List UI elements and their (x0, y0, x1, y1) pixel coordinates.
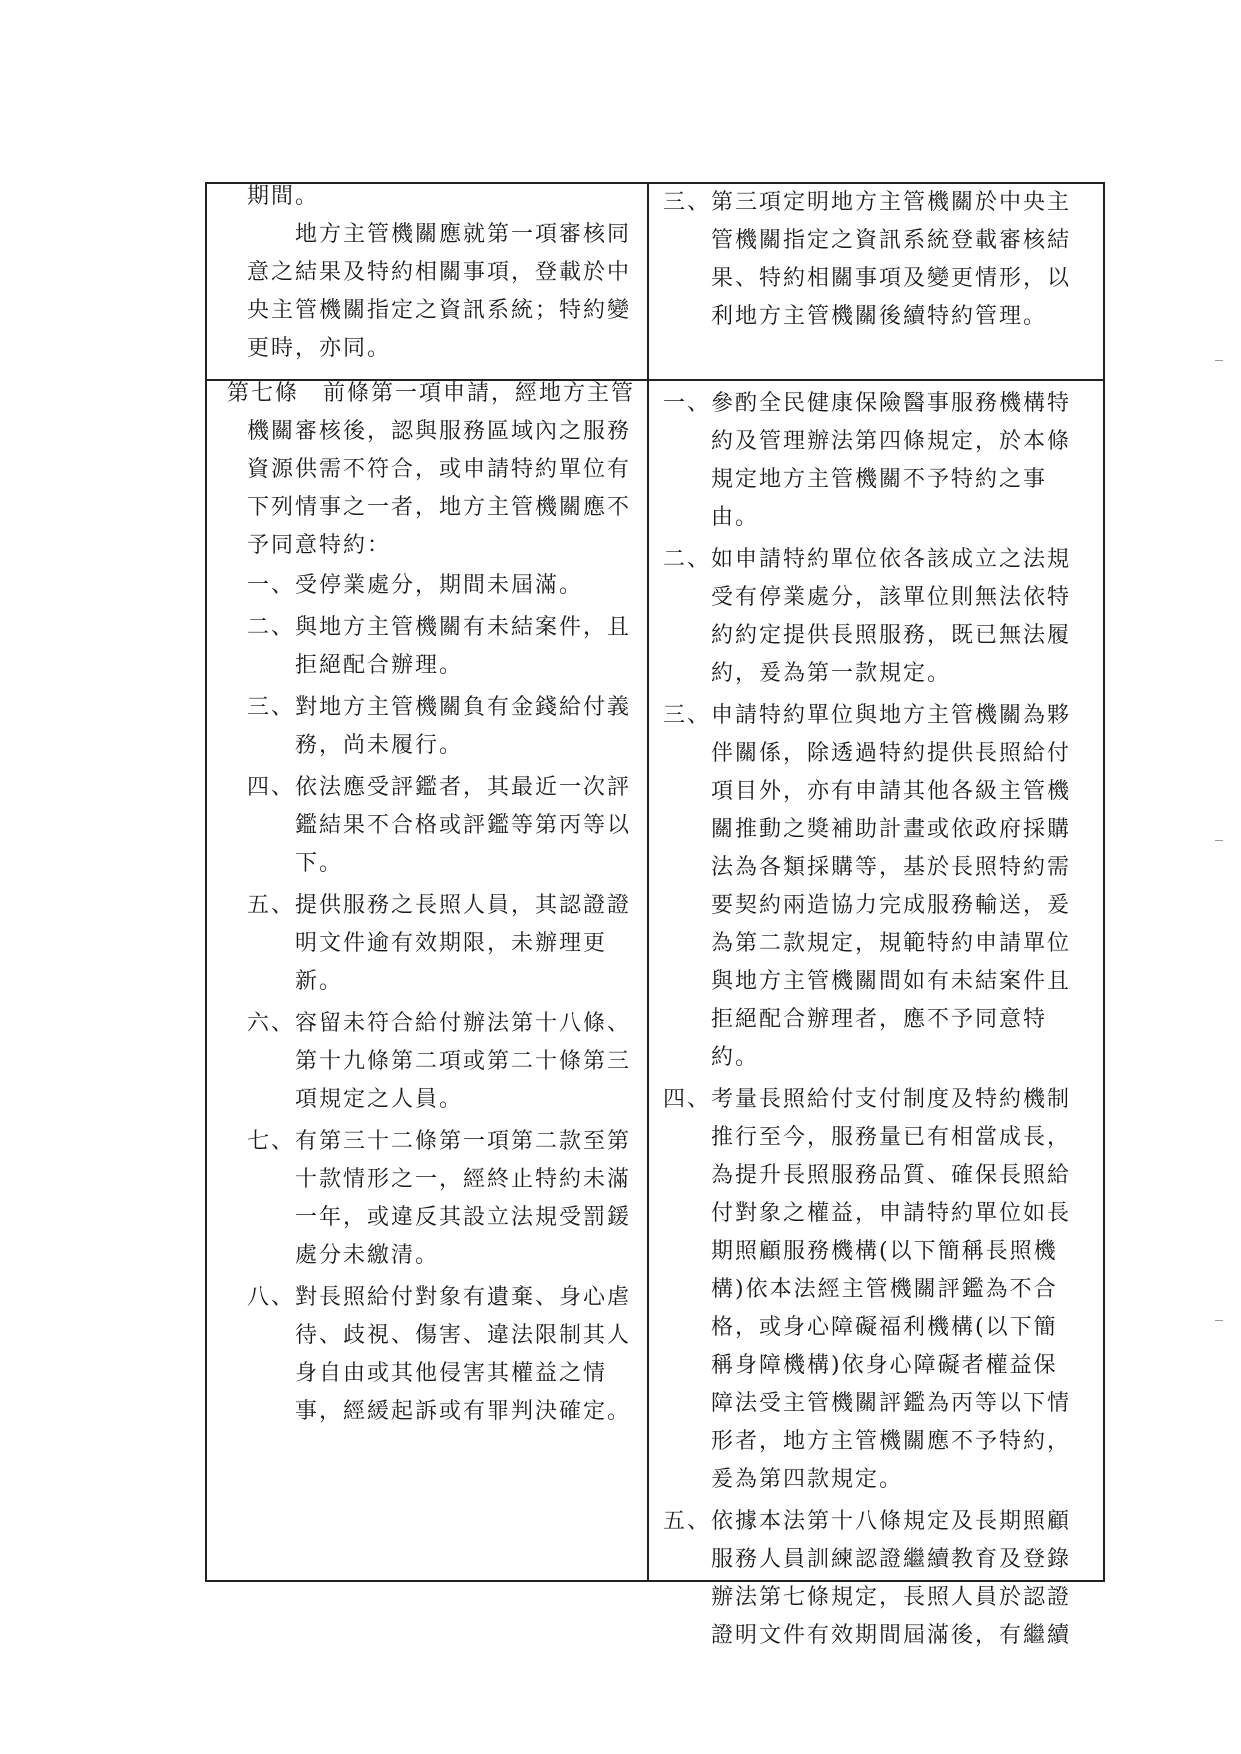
text-line: 拒絕配合辦理。 (295, 653, 464, 678)
text-line: 形者，地方主管機關應不予特約， (711, 1429, 1072, 1454)
text-line: 下。 (295, 851, 344, 876)
list-item: 四、依法應受評鑑者，其最近一次評 (247, 775, 632, 800)
text-line: 約，爰為第一款規定。 (711, 661, 952, 686)
text-line: 資源供需不符合，或申請特約單位有 (247, 457, 632, 482)
text-line: 鑑結果不合格或評鑑等第丙等以 (295, 813, 632, 838)
text-line: 約及管理辦法第四條規定，於本條 (711, 429, 1072, 454)
text-line: 為第二款規定，規範特約申請單位 (711, 931, 1072, 956)
text-line: 十款情形之一，經終止特約未滿 (295, 1167, 632, 1192)
text-line: 機關審核後，認與服務區域內之服務 (247, 419, 632, 444)
text-line: 予同意特約： (247, 533, 392, 558)
text-line: 果、特約相關事項及變更情形，以 (711, 266, 1072, 291)
column-divider (647, 184, 649, 1580)
text-line: 約。 (711, 1045, 760, 1070)
list-item: 一、受停業處分，期間未屆滿。 (247, 573, 584, 598)
text-line: 三、第三項定明地方主管機關於中央主 (663, 190, 1072, 215)
text-line: 服務人員訓練認證繼續教育及登錄 (711, 1547, 1072, 1572)
list-item: 七、有第三十二條第一項第二款至第 (247, 1129, 632, 1154)
text-line: 為提升長照服務品質、確保長照給 (711, 1163, 1072, 1188)
text-line: 伴關係，除透過特約提供長照給付 (711, 741, 1072, 766)
text-line: 約約定提供長照服務，既已無法履 (711, 623, 1072, 648)
text-line: 明文件逾有效期限，未辦理更 (295, 931, 608, 956)
text-line: 要契約兩造協力完成服務輸送，爰 (711, 893, 1072, 918)
text-line: 證明文件有效期間屆滿後，有繼續 (711, 1623, 1072, 1648)
text-line: 待、歧視、傷害、違法限制其人 (295, 1323, 632, 1348)
text-line: 法為各類採購等，基於長照特約需 (711, 855, 1072, 880)
text-line: 期照顧服務機構(以下簡稱長照機 (711, 1239, 1058, 1264)
scan-mark (1215, 1320, 1223, 1321)
list-item: 二、與地方主管機關有未結案件，且 (247, 615, 632, 640)
text-line: 項規定之人員。 (295, 1087, 464, 1112)
text-line: 新。 (295, 969, 344, 994)
list-item: 五、提供服務之長照人員，其認證證 (247, 893, 632, 918)
text-line: 稱身障機構)依身心障礙者權益保 (711, 1353, 1058, 1378)
text-line: 處分未繳清。 (295, 1243, 440, 1268)
text-line: 一年，或違反其設立法規受罰鍰 (295, 1205, 632, 1230)
list-item: 三、申請特約單位與地方主管機關為夥 (663, 703, 1072, 728)
list-item: 五、依據本法第十八條規定及長期照顧 (663, 1509, 1072, 1534)
text-line: 爰為第四款規定。 (711, 1467, 904, 1492)
text-line: 拒絕配合辦理者，應不予同意特 (711, 1007, 1048, 1032)
text-line: 障法受主管機關評鑑為丙等以下情 (711, 1391, 1072, 1416)
list-item: 二、如申請特約單位依各該成立之法規 (663, 547, 1072, 572)
text-line: 推行至今，服務量已有相當成長， (711, 1125, 1072, 1150)
text-line: 項目外，亦有申請其他各級主管機 (711, 779, 1072, 804)
text-line: 務，尚未履行。 (295, 733, 464, 758)
list-item: 八、對長照給付對象有遺棄、身心虐 (247, 1285, 632, 1310)
text-line: 地方主管機關應就第一項審核同 (295, 222, 632, 247)
list-item: 一、參酌全民健康保險醫事服務機構特 (663, 391, 1072, 416)
text-line: 意之結果及特約相關事項，登載於中 (247, 260, 632, 285)
text-line: 管機關指定之資訊系統登載審核結 (711, 228, 1072, 253)
list-item: 四、考量長照給付支付制度及特約機制 (663, 1087, 1072, 1112)
text-line: 下列情事之一者，地方主管機關應不 (247, 495, 632, 520)
text-line: 辦法第七條規定，長照人員於認證 (711, 1585, 1072, 1610)
text-line: 更時，亦同。 (247, 336, 392, 361)
scan-mark (1215, 360, 1223, 361)
text-line: 期間。 (247, 184, 320, 209)
text-line: 第十九條第二項或第二十條第三 (295, 1049, 632, 1074)
text-line: 由。 (711, 505, 760, 530)
text-line: 受有停業處分，該單位則無法依特 (711, 585, 1072, 610)
article-heading: 第七條 前條第一項申請，經地方主管 (227, 381, 636, 406)
scan-mark (1215, 840, 1223, 841)
list-item: 六、容留未符合給付辦法第十八條、 (247, 1011, 632, 1036)
text-line: 規定地方主管機關不予特約之事 (711, 467, 1048, 492)
text-line: 構)依本法經主管機關評鑑為不合 (711, 1277, 1058, 1302)
text-line: 關推動之獎補助計畫或依政府採購 (711, 817, 1072, 842)
list-item: 三、對地方主管機關負有金錢給付義 (247, 695, 632, 720)
text-line: 格，或身心障礙福利機構(以下簡 (711, 1315, 1058, 1340)
text-line: 身自由或其他侵害其權益之情 (295, 1361, 608, 1386)
text-line: 與地方主管機關間如有未結案件且 (711, 969, 1072, 994)
text-line: 事，經緩起訴或有罪判決確定。 (295, 1399, 632, 1424)
text-line: 央主管機關指定之資訊系統；特約變 (247, 298, 632, 323)
text-line: 付對象之權益，申請特約單位如長 (711, 1201, 1072, 1226)
text-line: 利地方主管機關後續特約管理。 (711, 304, 1048, 329)
